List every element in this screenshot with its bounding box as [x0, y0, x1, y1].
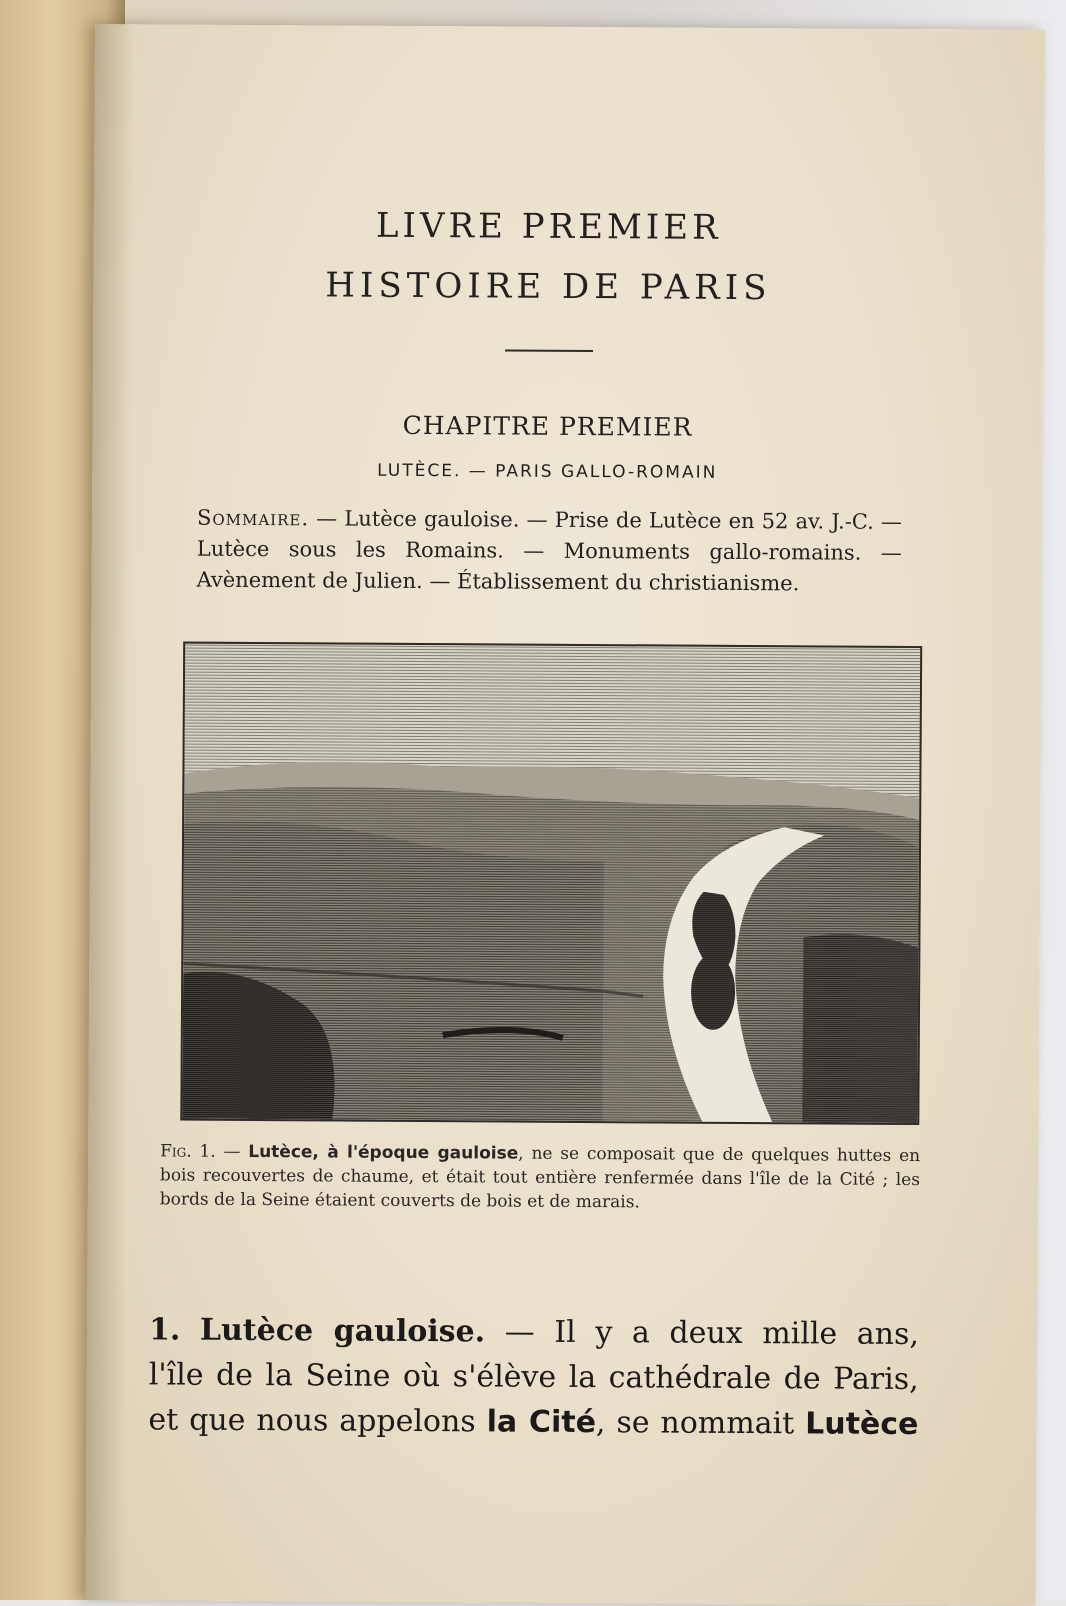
paragraph-line-1-text: — Il y a deux mille ans,	[485, 1314, 920, 1353]
caption-dash: —	[215, 1141, 249, 1162]
caption-label: Fig. 1.	[160, 1141, 216, 1162]
figure-caption	[160, 1139, 920, 1216]
book-subtitle: HISTOIRE DE PARIS	[325, 265, 772, 309]
paragraph-line-3	[148, 1397, 918, 1447]
paragraph-heading: Lutèce gauloise.	[199, 1312, 486, 1350]
page-gutter-shadow	[85, 24, 135, 1600]
summary-label: Sommaire.	[196, 505, 310, 531]
paragraph-term-lutece: Lutèce	[805, 1406, 919, 1443]
title-rule	[505, 350, 593, 353]
paragraph-line-1	[149, 1307, 919, 1357]
paragraph-line-3-start: et que nous appelons	[148, 1402, 487, 1440]
chapter-title: CHAPITRE PREMIER	[402, 410, 693, 442]
paragraph-line-2: l'île de la Seine où s'élève la cathédrale de Paris,	[148, 1357, 919, 1398]
engraving-figure	[180, 642, 922, 1126]
book-page	[85, 24, 1045, 1606]
paragraph-line-3-mid: , se nommait	[595, 1405, 806, 1442]
paragraph-1	[148, 1307, 919, 1447]
paragraph-number: 1.	[148, 1312, 181, 1348]
summary-text: — Lutèce gauloise. — Prise de Lutèce en 52 av. J.-C. — Lutèce sous les Romains. — Monuments gallo-romains. — Avènement de Julien. — Établissement du christianisme.	[196, 506, 903, 596]
book-title: LIVRE PREMIER	[375, 205, 722, 248]
paragraph-term-cite: la Cité	[486, 1404, 597, 1441]
engraving-illustration	[182, 644, 920, 1123]
chapter-subtitle: LUTÈCE. — PARIS GALLO-ROMAIN	[377, 460, 718, 483]
caption-bold: Lutèce, à l'époque gauloise	[248, 1141, 519, 1164]
chapter-summary	[197, 503, 903, 600]
caption-text: , ne se composait que de quelques huttes en bois recouvertes de chaume, et était tout entière renfermée dans l'île de la Cité ; les bords de la Seine étaient couverts de bois et de marais.	[159, 1143, 921, 1213]
engraver-signature: Guerlet	[872, 1109, 911, 1122]
